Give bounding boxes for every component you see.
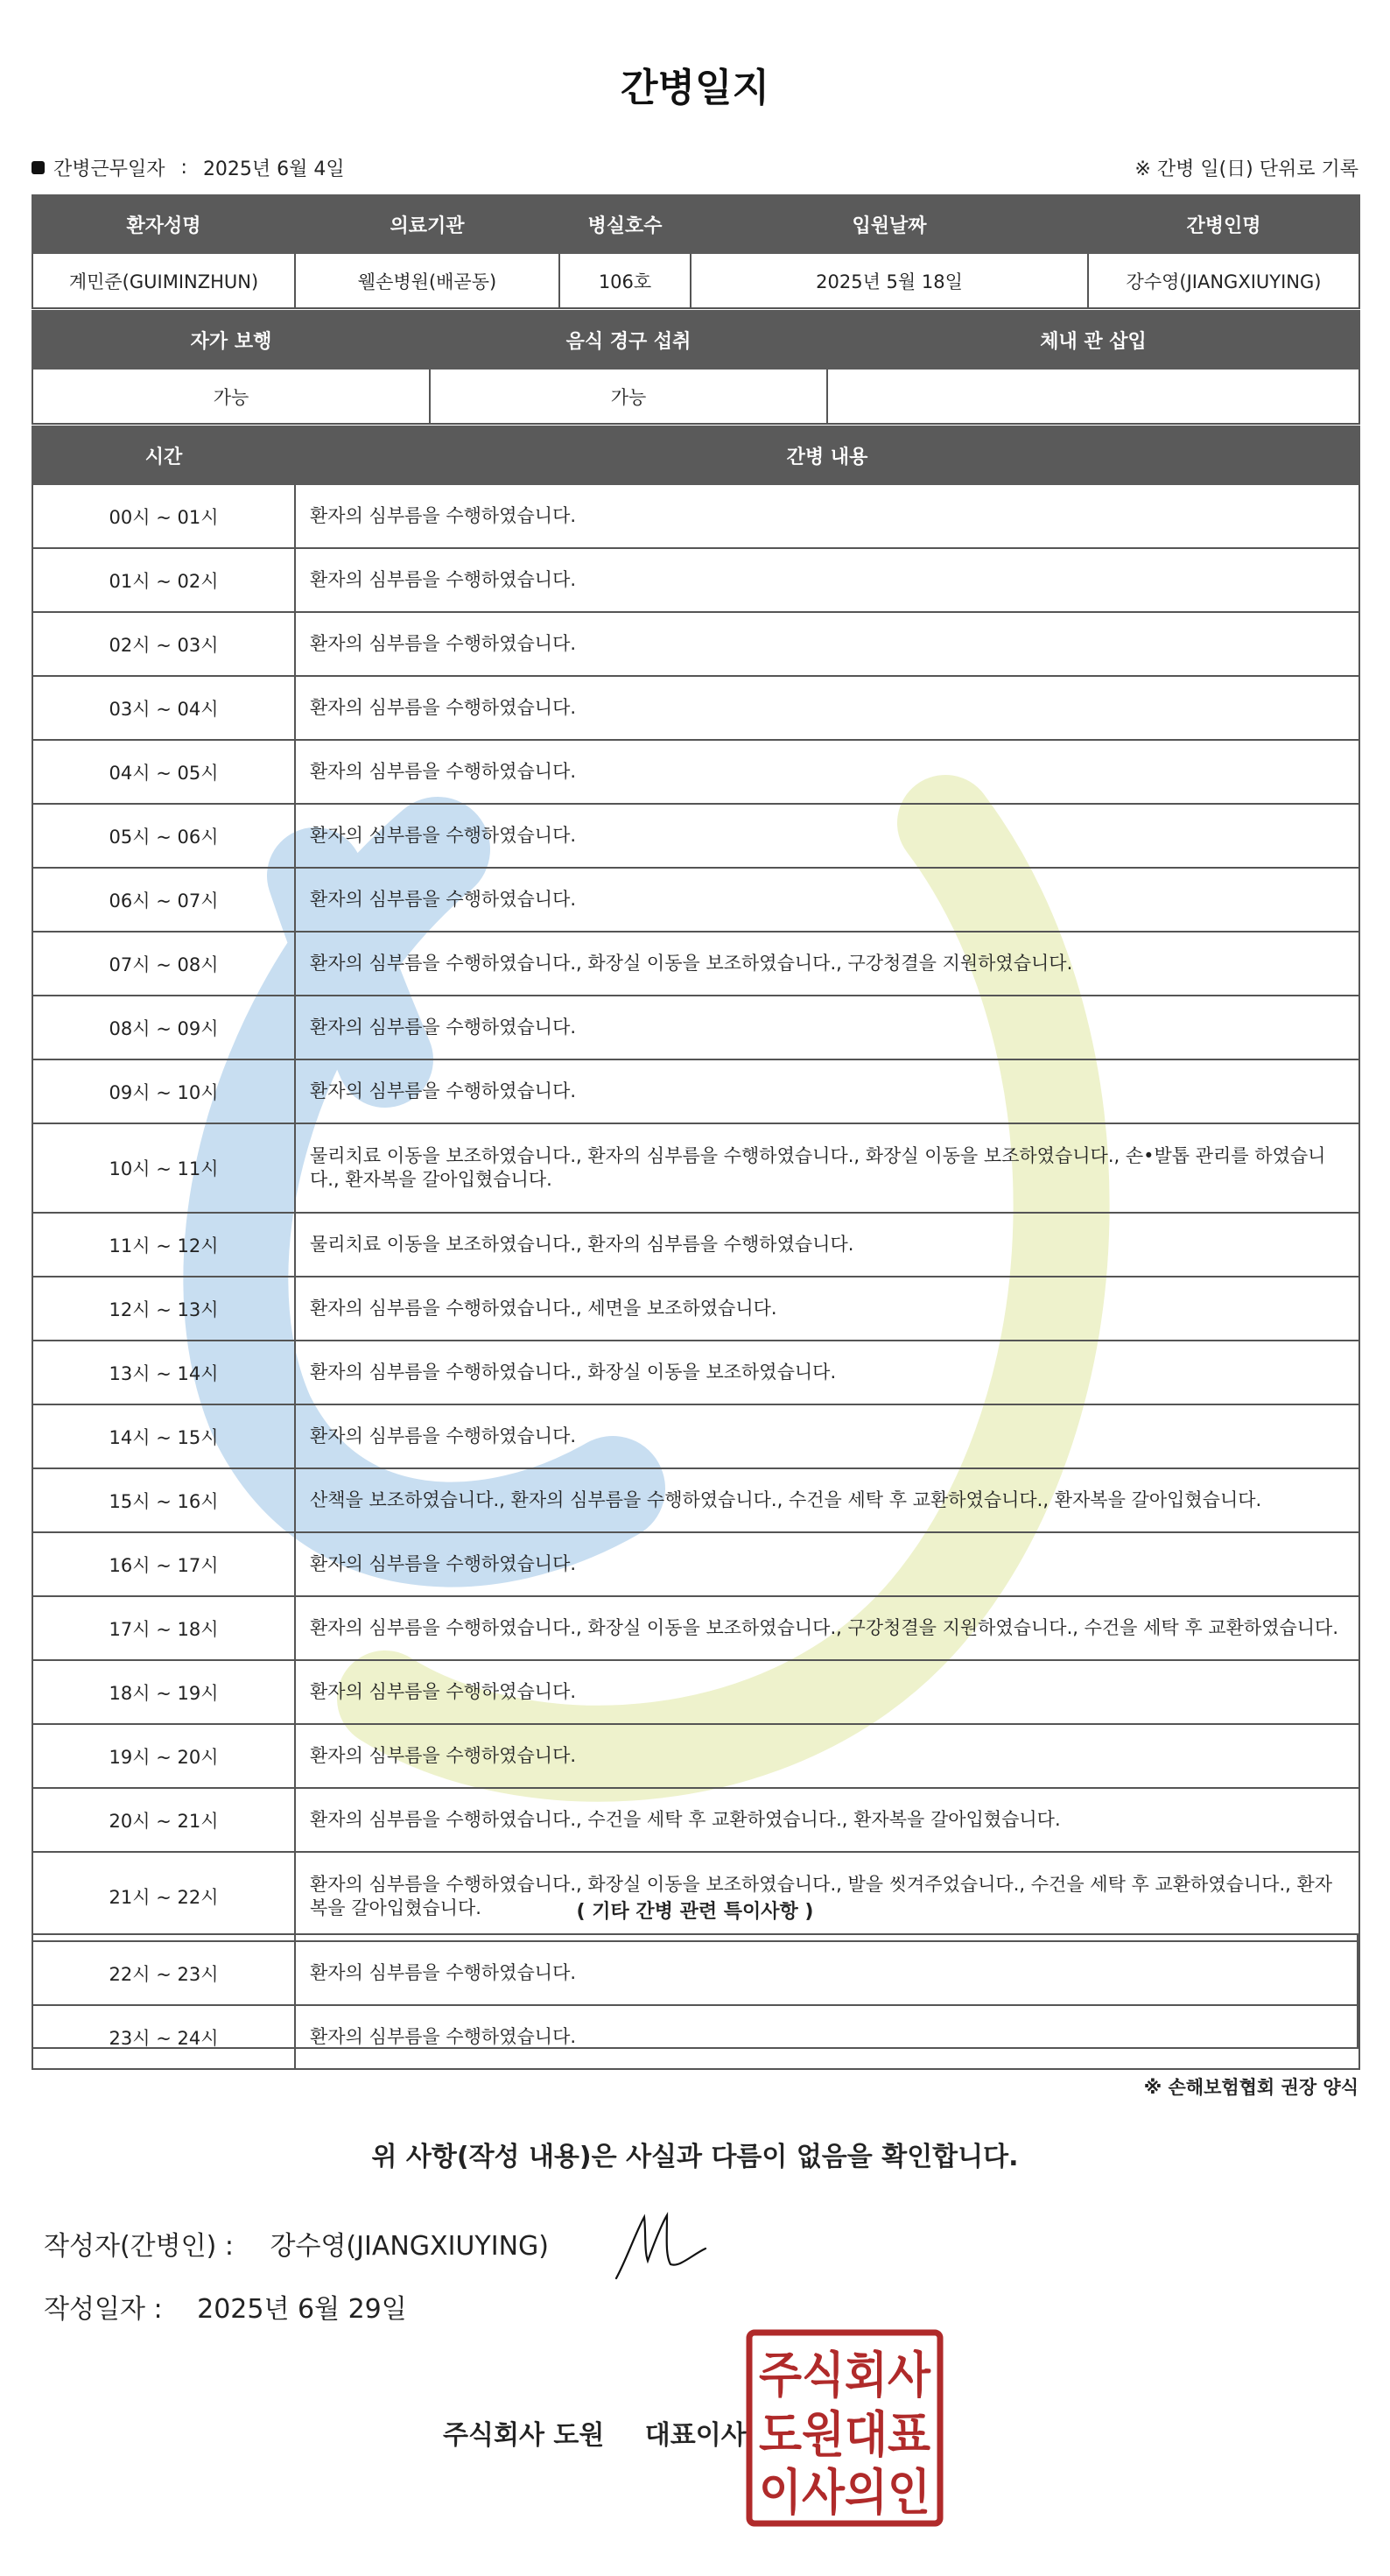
- log-row: [32, 868, 1359, 932]
- log-content: 환자의 심부름을 수행하였습니다.: [295, 2005, 1359, 2069]
- log-time: 04시 ~ 05시: [32, 740, 295, 804]
- log-row: [32, 1341, 1359, 1404]
- care-log-table: [32, 426, 1360, 2070]
- log-content: 환자의 심부름을 수행하였습니다., 세면을 보조하였습니다.: [295, 1277, 1359, 1341]
- log-content: 환자의 심부름을 수행하였습니다.: [295, 1404, 1359, 1468]
- log-time: 11시 ~ 12시: [32, 1213, 295, 1277]
- log-time: 10시 ~ 11시: [32, 1123, 295, 1213]
- header-patient-name: 환자성명: [32, 195, 295, 253]
- work-date-value: 2025년 6월 4일: [202, 158, 345, 180]
- log-row: [32, 1468, 1359, 1532]
- log-row: [32, 1532, 1359, 1596]
- log-time: 01시 ~ 02시: [32, 548, 295, 612]
- log-time: 21시 ~ 22시: [32, 1852, 295, 1941]
- header-admission-date: 입원날짜: [691, 195, 1088, 253]
- patient-status-table: [32, 310, 1360, 425]
- header-oral-intake: 음식 경구 섭취: [430, 311, 827, 369]
- log-row: [32, 484, 1359, 548]
- writer-label: 작성자(간병인) :: [44, 2231, 234, 2262]
- svg-text:이사의인: 이사의인: [759, 2465, 930, 2522]
- page-title: 간병일지: [620, 66, 769, 110]
- ceo-title: 대표이사: [644, 2420, 747, 2451]
- log-row: [32, 1059, 1359, 1123]
- log-content: 환자의 심부름을 수행하였습니다.: [295, 1532, 1359, 1596]
- confirmation-statement: 위 사항(작성 내용)은 사실과 다름이 없음을 확인합니다.: [371, 2142, 1019, 2172]
- log-row: [32, 1788, 1359, 1852]
- log-time: 18시 ~ 19시: [32, 1660, 295, 1724]
- log-row: [32, 1123, 1359, 1213]
- work-date-row: [32, 154, 1358, 182]
- signature: [609, 2206, 741, 2285]
- log-time: 09시 ~ 10시: [32, 1059, 295, 1123]
- log-time: 00시 ~ 01시: [32, 484, 295, 548]
- log-row: [32, 1596, 1359, 1660]
- written-date-value: 2025년 6월 29일: [197, 2294, 407, 2325]
- written-date-row: [44, 2287, 407, 2326]
- log-row: [32, 1941, 1359, 2005]
- log-row: [32, 932, 1359, 996]
- log-row: [32, 612, 1359, 676]
- notes-title: ( 기타 간병 관련 특이사항 ): [576, 1901, 814, 1923]
- log-row: [32, 1213, 1359, 1277]
- log-time: 03시 ~ 04시: [32, 676, 295, 740]
- log-time: 20시 ~ 21시: [32, 1788, 295, 1852]
- log-time: 05시 ~ 06시: [32, 804, 295, 868]
- patient-info-table: [32, 194, 1360, 309]
- svg-text:도원대표: 도원대표: [759, 2407, 930, 2464]
- log-row: [32, 676, 1359, 740]
- log-row: [32, 1277, 1359, 1341]
- admission-date: 2025년 5월 18일: [691, 253, 1088, 308]
- log-content: 환자의 심부름을 수행하였습니다.: [295, 868, 1359, 932]
- company-name: 주식회사 도원: [443, 2420, 605, 2451]
- log-time: 02시 ~ 03시: [32, 612, 295, 676]
- unit-note: ※ 간병 일(日) 단위로 기록: [1134, 158, 1358, 180]
- writer-name: 강수영(JIANGXIUYING): [270, 2231, 549, 2262]
- company-seal-stamp: [746, 2329, 944, 2527]
- log-time: 17시 ~ 18시: [32, 1596, 295, 1660]
- room-number: 106호: [559, 253, 691, 308]
- log-row: [32, 1852, 1359, 1941]
- log-content: 물리치료 이동을 보조하였습니다., 환자의 심부름을 수행하였습니다.: [295, 1213, 1359, 1277]
- header-self-walking: 자가 보행: [32, 311, 430, 369]
- log-row: [32, 996, 1359, 1059]
- log-content: 환자의 심부름을 수행하였습니다., 화장실 이동을 보조하였습니다.: [295, 1341, 1359, 1404]
- log-content: 환자의 심부름을 수행하였습니다.: [295, 996, 1359, 1059]
- oral-intake-value: 가능: [430, 369, 827, 424]
- log-content: 환자의 심부름을 수행하였습니다., 화장실 이동을 보조하였습니다., 구강청결을 지원하였습니다., 수건을 세탁 후 교환하였습니다.: [295, 1596, 1359, 1660]
- tube-insertion-value: [827, 369, 1359, 424]
- header-caregiver-name: 간병인명: [1088, 195, 1359, 253]
- log-content: 환자의 심부름을 수행하였습니다.: [295, 1724, 1359, 1788]
- work-date-separator: :: [180, 157, 187, 179]
- log-row: [32, 1724, 1359, 1788]
- header-tube-insertion: 체내 관 삽입: [827, 311, 1359, 369]
- log-time: 15시 ~ 16시: [32, 1468, 295, 1532]
- log-row: [32, 1404, 1359, 1468]
- self-walking-value: 가능: [32, 369, 430, 424]
- log-time: 13시 ~ 14시: [32, 1341, 295, 1404]
- log-row: [32, 1660, 1359, 1724]
- log-content: 환자의 심부름을 수행하였습니다.: [295, 1059, 1359, 1123]
- caregiver-name: 강수영(JIANGXIUYING): [1088, 253, 1359, 308]
- header-hospital: 의료기관: [295, 195, 559, 253]
- header-time: 시간: [32, 426, 295, 484]
- log-row: [32, 804, 1359, 868]
- written-date-label: 작성일자 :: [44, 2294, 163, 2325]
- work-date-label: 간병근무일자: [53, 158, 165, 180]
- bullet-square-icon: [32, 161, 45, 174]
- log-content: 환자의 심부름을 수행하였습니다.: [295, 676, 1359, 740]
- log-time: 07시 ~ 08시: [32, 932, 295, 996]
- log-content: 산책을 보조하였습니다., 환자의 심부름을 수행하였습니다., 수건을 세탁 후 교환하였습니다., 환자복을 갈아입혔습니다.: [295, 1468, 1359, 1532]
- header-room: 병실호수: [559, 195, 691, 253]
- log-time: 14시 ~ 15시: [32, 1404, 295, 1468]
- writer-row: [44, 2224, 549, 2263]
- svg-text:주식회사: 주식회사: [759, 2347, 931, 2404]
- log-content: 환자의 심부름을 수행하였습니다.: [295, 548, 1359, 612]
- log-content: 환자의 심부름을 수행하였습니다., 화장실 이동을 보조하였습니다., 발을 씻겨주었습니다., 수건을 세탁 후 교환하였습니다., 환자복을 갈아입혔습니다.: [295, 1852, 1359, 1941]
- log-time: 19시 ~ 20시: [32, 1724, 295, 1788]
- log-time: 12시 ~ 13시: [32, 1277, 295, 1341]
- log-content: 환자의 심부름을 수행하였습니다.: [295, 612, 1359, 676]
- log-row: [32, 740, 1359, 804]
- log-content: 환자의 심부름을 수행하였습니다.: [295, 740, 1359, 804]
- hospital: 웰손병원(배곧동): [295, 253, 559, 308]
- log-content: 환자의 심부름을 수행하였습니다.: [295, 484, 1359, 548]
- log-content: 환자의 심부름을 수행하였습니다.: [295, 804, 1359, 868]
- log-row: [32, 548, 1359, 612]
- log-time: 08시 ~ 09시: [32, 996, 295, 1059]
- log-time: 22시 ~ 23시: [32, 1941, 295, 2005]
- patient-name: 계민준(GUIMINZHUN): [32, 253, 295, 308]
- header-care-content: 간병 내용: [295, 426, 1359, 484]
- log-time: 23시 ~ 24시: [32, 2005, 295, 2069]
- log-row: [32, 2005, 1359, 2069]
- log-content: 환자의 심부름을 수행하였습니다., 수건을 세탁 후 교환하였습니다., 환자복을 갈아입혔습니다.: [295, 1788, 1359, 1852]
- log-time: 06시 ~ 07시: [32, 868, 295, 932]
- recommend-note: ※ 손해보험협회 권장 양식: [1143, 2077, 1358, 2098]
- company-row: [443, 2413, 747, 2452]
- log-time: 16시 ~ 17시: [32, 1532, 295, 1596]
- log-content: 환자의 심부름을 수행하였습니다.: [295, 1941, 1359, 2005]
- log-content: 환자의 심부름을 수행하였습니다., 화장실 이동을 보조하였습니다., 구강청결을 지원하였습니다.: [295, 932, 1359, 996]
- log-content: 물리치료 이동을 보조하였습니다., 환자의 심부름을 수행하였습니다., 화장실 이동을 보조하였습니다., 손•발톱 관리를 하였습니다., 환자복을 갈아입혔습니다.: [295, 1123, 1359, 1213]
- log-content: 환자의 심부름을 수행하였습니다.: [295, 1660, 1359, 1724]
